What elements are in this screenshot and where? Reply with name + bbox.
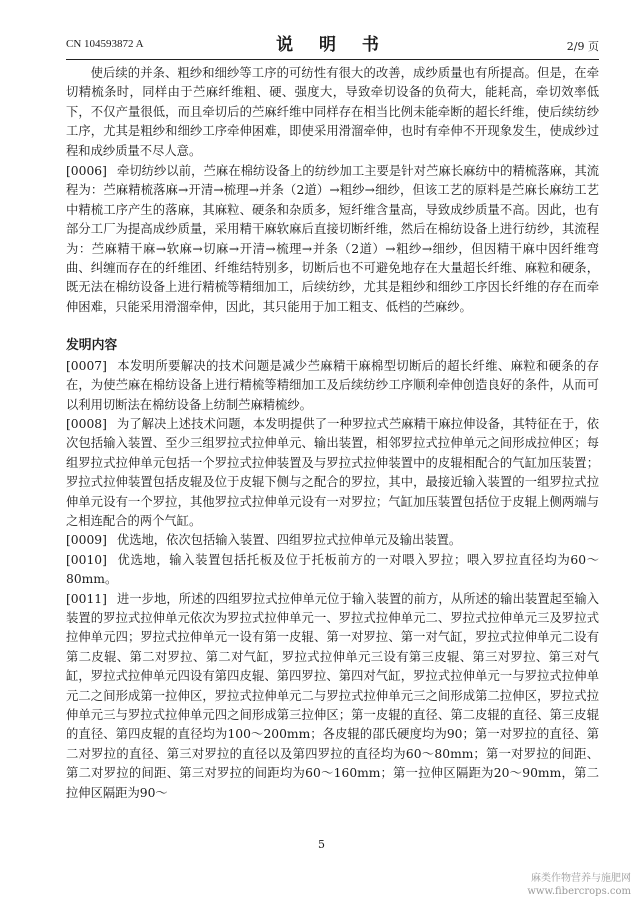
page-number: 5 bbox=[318, 838, 325, 851]
paragraph-number: [0008] bbox=[66, 416, 107, 431]
paragraph-0008 bbox=[66, 415, 599, 531]
paragraph-text: 本发明所要解决的技术问题是减少苎麻精干麻棉型切断后的超长纤维、麻粒和硬条的存在，为使苎麻在棉纺设备上进行精梳等精细加工及后续纺纱工序顺利牵伸创造良好的条件，从而可以利用切断法在棉纺设备上纺制苎麻精梳纱。 bbox=[66, 358, 599, 412]
document-body bbox=[66, 64, 599, 803]
paragraph-text: 优选地，输入装置包括托板及位于托板前方的一对喂入罗拉；喂入罗拉直径均为60～80mm。 bbox=[66, 552, 599, 587]
document-title: 说 明 书 bbox=[276, 35, 389, 55]
paragraph-text: 优选地，依次包括输入装置、四组罗拉式拉伸单元及输出装置。 bbox=[116, 533, 462, 548]
paragraph-number: [0006] bbox=[66, 164, 107, 179]
page-count: 2/9 页 bbox=[566, 40, 599, 53]
watermark bbox=[527, 872, 631, 898]
paragraph-0011 bbox=[66, 590, 599, 803]
paragraph-continued bbox=[66, 64, 599, 161]
paragraph-0006 bbox=[66, 162, 599, 317]
header-divider bbox=[66, 59, 599, 60]
page-header bbox=[66, 28, 599, 58]
paragraph-number: [0011] bbox=[66, 591, 107, 606]
paragraph-text: 使后续的并条、粗纱和细纱等工序的可纺性有很大的改善，成纱质量也有所提高。但是，在牵切精梳条时，同样由于苎麻纤维粗、硬、强度大，导致牵切设备的负荷大，能耗高，牵切效率低下，不仅产量很低，而且牵切后的苎麻纤维中同样存在相当比例未能牵断的超长纤维，使后续纺纱工序，尤其是粗纱和细纱工序牵伸困难，即使采用滑溜牵伸，也时有牵伸不开现象发生，使成纱过程和成纱质量不尽人意。 bbox=[66, 66, 599, 158]
paragraph-number: [0009] bbox=[66, 533, 107, 548]
paragraph-0009 bbox=[66, 531, 599, 550]
watermark-line1: 麻类作物营养与施肥网 bbox=[531, 873, 631, 884]
paragraph-0007 bbox=[66, 357, 599, 415]
paragraph-number: [0007] bbox=[66, 358, 107, 373]
paragraph-0010 bbox=[66, 551, 599, 590]
paragraph-text: 为了解决上述技术问题，本发明提供了一种罗拉式苎麻精干麻拉伸设备，其特征在于，依次包括输入装置、至少三组罗拉式拉伸单元、输出装置，相邻罗拉式拉伸单元之间形成拉伸区；每组罗拉式拉伸单元包括一个罗拉式拉伸装置及与罗拉式拉伸装置中的皮辊相配合的气缸加压装置；罗拉式拉伸装置包括皮辊及位于皮辊下侧与之配合的罗拉，其中，最接近输入装置的一组罗拉式拉伸单元设有一个罗拉，其他罗拉式拉伸单元设有一对罗拉；气缸加压装置包括位于皮辊上侧两端与之相连配合的两个气缸。 bbox=[66, 416, 599, 528]
paragraph-text: 牵切纺纱以前，苎麻在棉纺设备上的纺纱加工主要是针对苎麻长麻纺中的精梳落麻，其流程为：苎麻精梳落麻→开清→梳理→并条（2道）→粗纱→细纱，但该工艺的原料是苎麻长麻纺工艺中精梳工序产生的落麻，其麻粒、硬条和杂质多，短纤维含量高，导致成纱质量不高。因此，也有部分工厂为提高成纱质量，采用精干麻软麻后直接切断纤维，然后在棉纺设备上进行纺纱，其流程为：苎麻精干麻→软麻→切麻→开清→梳理→并条（2道）→粗纱→细纱，但因精干麻中因纤维弯曲、纠缠而存在的纤维团、纤维结特别多，切断后也不可避免地存在大量超长纤维、麻粒和硬条，既无法在棉纺设备上进行精梳等精细加工，后续纺纱，尤其是粗纱和细纱工序因长纤维的存在而牵伸困难，只能采用滑溜牵伸，因此，其只能用于加工粗支、低档的苎麻纱。 bbox=[66, 164, 599, 314]
paragraph-number: [0010] bbox=[66, 552, 107, 567]
watermark-line2: www.fibercrops.com bbox=[527, 886, 631, 897]
section-heading: 发明内容 bbox=[66, 338, 118, 354]
patent-number: CN 104593872 A bbox=[66, 38, 144, 50]
paragraph-text: 进一步地，所述的四组罗拉式拉伸单元位于输入装置的前方，从所述的输出装置起至输入装置的罗拉式拉伸单元依次为罗拉式拉伸单元一、罗拉式拉伸单元二、罗拉式拉伸单元三及罗拉式拉伸单元四；罗拉式拉伸单元一设有第一皮辊、第一对罗拉、第一对气缸，罗拉式拉伸单元二设有第二皮辊、第二对罗拉、第二对气缸，罗拉式拉伸单元三设有第三皮辊、第三对罗拉、第三对气缸，罗拉式拉伸单元四设有第四皮辊、第四罗拉、第四对气缸，罗拉式拉伸单元一与罗拉式拉伸单元二之间形成第一拉伸区，罗拉式拉伸单元二与罗拉式拉伸单元三之间形成第二拉伸区，罗拉式拉伸单元三与罗拉式拉伸单元四之间形成第三拉伸区；第一皮辊的直径、第二皮辊的直径、第三皮辊的直径、第四皮辊的直径均为100～200mm；各皮辊的邵氏硬度均为90；第一对罗拉的直径、第二对罗拉的直径、第三对罗拉的直径以及第四罗拉的直径均为60～80mm；第一对罗拉的间距、第二对罗拉的间距、第三对罗拉的间距均为60～160mm；第一拉伸区隔距为20～90mm，第二拉伸区隔距为90～ bbox=[66, 591, 599, 800]
